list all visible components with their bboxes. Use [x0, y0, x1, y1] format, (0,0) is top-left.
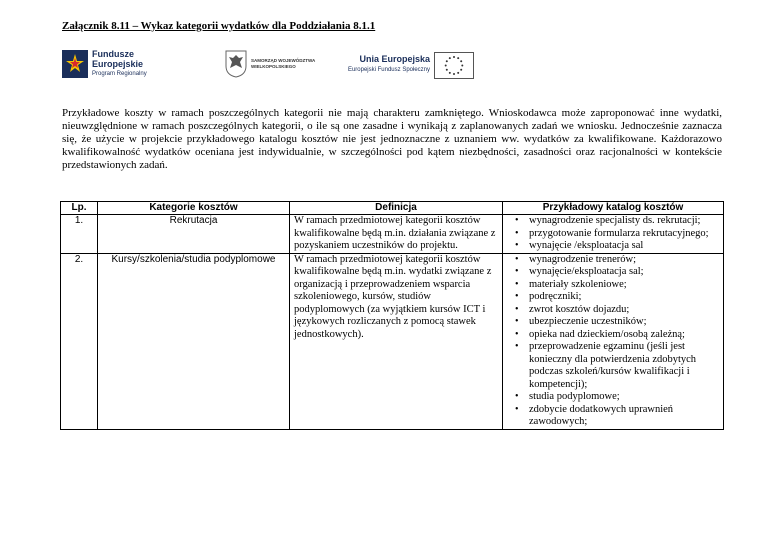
table-row	[61, 215, 724, 254]
catalog-item: • przygotowanie formularza rekrutacyjnego;	[521, 228, 719, 241]
header-category: Kategorie kosztów	[98, 202, 290, 215]
catalog-item: • wynagrodzenie trenerów;	[521, 254, 719, 267]
catalog-item: • wynajęcie /eksploatacja sal	[521, 240, 719, 253]
eu-flag-icon	[434, 52, 474, 79]
cost-categories-table	[60, 201, 724, 430]
catalog-item: • podręczniki;	[521, 291, 719, 304]
catalog-item: • zwrot kosztów dojazdu;	[521, 304, 719, 317]
catalog-item: • wynajęcie/eksploatacja sal;	[521, 266, 719, 279]
wlkp-logo-line2: WIELKOPOLSKIEGO	[251, 64, 296, 69]
catalog-item: • zdobycie dodatkowych uprawnień zawodowych;	[521, 404, 719, 429]
unia-europejska-logo	[344, 52, 474, 86]
row-category: Rekrutacja	[98, 215, 290, 254]
fe-star-icon	[62, 50, 88, 78]
fe-logo-line2: Europejskie	[92, 59, 144, 69]
catalog-item: • opieka nad dzieckiem/osobą zależną;	[521, 329, 719, 342]
row-catalog	[503, 215, 724, 254]
catalog-item: • materiały szkoleniowe;	[521, 279, 719, 292]
wlkp-logo-line1: SAMORZĄD WOJEWÓDZTWA	[251, 58, 316, 63]
ue-logo-line2: Europejski Fundusz Społeczny	[347, 67, 430, 73]
catalog-item: • wynagrodzenie specjalisty ds. rekrutacji;	[521, 215, 719, 228]
row-category: Kursy/szkolenia/studia podyplomowe	[98, 253, 290, 429]
fundusze-europejskie-logo	[60, 48, 180, 84]
header-lp: Lp.	[61, 202, 98, 215]
header-catalog: Przykładowy katalog kosztów	[503, 202, 724, 215]
table-row	[61, 253, 724, 429]
catalog-item: • przeprowadzenie egzaminu (jeśli jest konieczny dla potwierdzenia zdobytych podczas szkoleń/kursów kwalifikacji i kompetencji);	[521, 341, 719, 391]
catalog-item: • studia podyplomowe;	[521, 391, 719, 404]
header-definition: Definicja	[290, 202, 503, 215]
table-header-row	[61, 202, 724, 215]
catalog-item: • ubezpieczenie uczestników;	[521, 316, 719, 329]
intro-paragraph: Przykładowe koszty w ramach poszczególnych kategorii nie mają charakteru zamkniętego. Wnioskodawca może zaproponować inne wydatki, nieuwzględnione w ramach poszczególnych kategorii, o ile są one zasadne i wynikają z zaplanowanych zadań we wniosku. Jednocześnie zaznacza się, że użycie w projekcie przykładowego katalogu kosztów nie jest jednoznaczne z uznaniem ww. wydatków za kwalifikowane. Każdorazowo kwalifikowalność wydatków oceniana jest indywidualnie, w szczególności pod kątem niezbędności, zasadności oraz racjonalności w kontekście przedstawionych zadań.	[62, 107, 722, 171]
ue-logo-line1: Unia Europejska	[359, 54, 430, 64]
row-definition: W ramach przedmiotowej kategorii kosztów kwalifikowalne będą m.in. wydatki związane z organizacją i przeprowadzeniem wsparcia szkoleniowego, kursów, studiów podyplomowych (za wyjątkiem kursów ICT i językowych rozliczanych z pomocą stawek jednostkowych).	[290, 253, 503, 429]
row-definition: W ramach przedmiotowej kategorii kosztów kwalifikowalne będą m.in. działania związane z pozyskaniem uczestników do projektu.	[290, 215, 503, 254]
row-number: 1.	[61, 215, 98, 254]
eagle-crest-icon	[225, 50, 247, 78]
fe-logo-line3: Program Regionalny	[92, 71, 147, 77]
row-number: 2.	[61, 253, 98, 429]
fe-logo-line1: Fundusze	[92, 49, 134, 59]
page-title: Załącznik 8.11 – Wykaz kategorii wydatków dla Poddziałania 8.1.1	[62, 20, 376, 32]
logo-bar	[60, 48, 720, 84]
row-catalog	[503, 253, 724, 429]
samorzad-wielkopolski-logo	[225, 48, 335, 84]
